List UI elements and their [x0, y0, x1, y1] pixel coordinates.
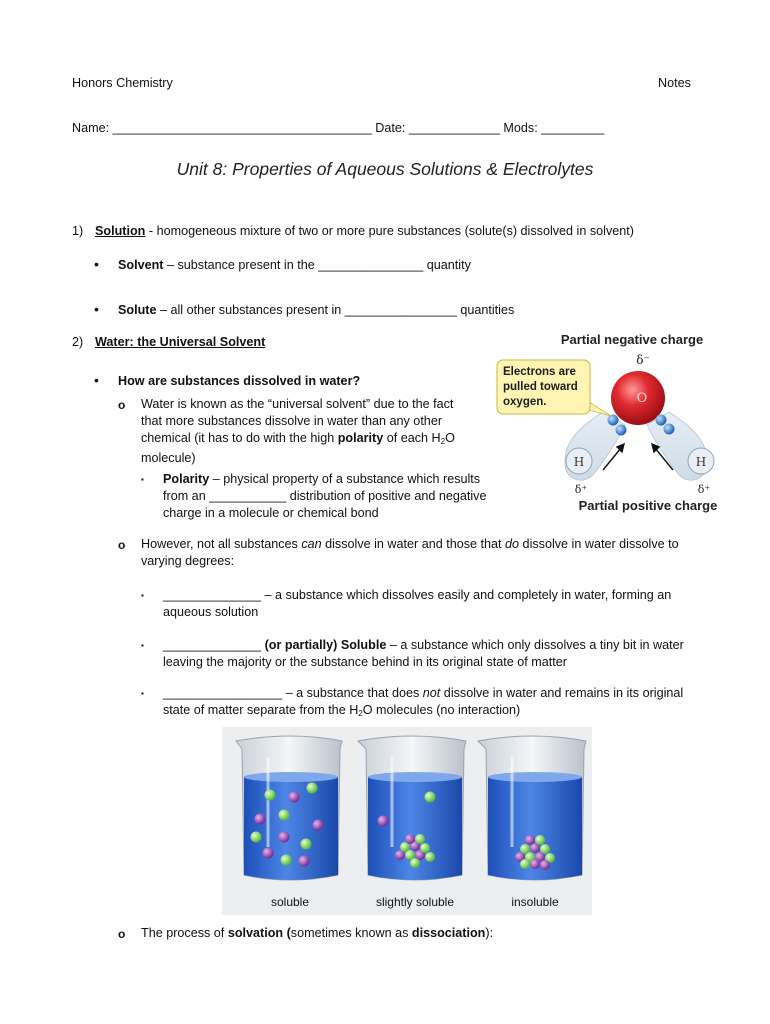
- slightly-soluble-definition: ______________ (or partially) Soluble – a substance which only dissolves a tiny bit in water leaving the majority or the substance behind in its original state of matter: [163, 638, 684, 669]
- date-blank[interactable]: _____________: [408, 121, 500, 135]
- question-heading: How are substances dissolved in water?: [118, 374, 361, 388]
- soluble-definition: ______________ – a substance which dissolves easily and completely in water, forming an aqueous solution: [163, 588, 672, 619]
- solute-line: [118, 303, 514, 317]
- bullet-circle: o: [118, 927, 126, 941]
- solute-def: – all other substances present in ________________ quantities: [156, 303, 515, 317]
- name-label: Name:: [72, 121, 110, 135]
- doc-type: Notes: [658, 76, 691, 90]
- solvent-line: [118, 258, 471, 272]
- polarity-term-inline: polarity: [337, 431, 384, 445]
- bullet-square: ▪: [141, 591, 144, 600]
- hydrogen-symbol: H: [573, 455, 585, 469]
- bullet-square: ▪: [141, 689, 144, 698]
- water-molecule-diagram: [493, 330, 733, 520]
- mods-blank[interactable]: _________: [541, 121, 605, 135]
- callout-line-3: oxygen.: [503, 396, 547, 408]
- oxygen-symbol: O: [636, 391, 648, 406]
- solubility-beakers-figure: [222, 727, 592, 915]
- bullet-square: ▪: [141, 475, 144, 484]
- water-polarity-figure: [493, 330, 733, 520]
- bullet-dot: •: [94, 301, 99, 317]
- delta-minus-label: δ⁻: [636, 353, 650, 367]
- solution-term: Solution: [95, 224, 146, 238]
- course-name: Honors Chemistry: [72, 76, 173, 90]
- beaker-label-insoluble: insoluble: [511, 895, 559, 909]
- electron-dot: [616, 425, 627, 436]
- section-2-heading: Water: the Universal Solvent: [95, 335, 266, 349]
- bullet-dot: •: [94, 372, 99, 388]
- universal-solvent-paragraph: Water is known as the “universal solvent” due to the fact that more substances dissolve in water than any other chemical (it has to do with the high polarity of each $H_2O$ molecule): [141, 397, 455, 465]
- mods-label: Mods:: [503, 121, 538, 135]
- beaker-label-soluble: soluble: [270, 895, 310, 909]
- insoluble-definition: _________________ – a substance that does not dissolve in water and remains in its original state of matter separate from the $H_2O$ molecules (no interaction): [163, 686, 684, 718]
- callout-line-1: Electrons are: [503, 366, 576, 378]
- section-2-number: 2): [72, 335, 84, 349]
- date-label: Date:: [375, 121, 406, 135]
- section-1-number: 1): [72, 224, 84, 238]
- solvation-line: The process of solvation (sometimes known as dissociation):: [141, 926, 494, 940]
- solution-def: - homogeneous mixture of two or more pure substances (solute(s) dissolved in solvent): [145, 224, 634, 238]
- bullet-dot: •: [94, 256, 99, 272]
- bullet-circle: o: [118, 538, 126, 552]
- beakers-diagram: [222, 727, 592, 915]
- electron-dot: [608, 415, 619, 426]
- delta-plus-label: δ⁺: [697, 483, 711, 496]
- delta-plus-label: δ⁺: [574, 483, 588, 496]
- polarity-term: Polarity: [163, 472, 210, 486]
- polarity-definition: Polarity – physical property of a substance which results from an ___________ distribution of positive and negative charge in a molecule or chemical bond: [163, 472, 487, 520]
- electron-dot: [656, 415, 667, 426]
- name-blank[interactable]: _____________________________________: [112, 121, 372, 135]
- hydrogen-symbol: H: [695, 455, 707, 469]
- solvent-def: – substance present in the _______________ quantity: [163, 258, 471, 272]
- bullet-circle: o: [118, 398, 126, 412]
- bullet-square: ▪: [141, 641, 144, 650]
- solute-term: Solute: [118, 303, 157, 317]
- solvent-term: Solvent: [118, 258, 164, 272]
- callout-line-2: pulled toward: [503, 381, 578, 393]
- electron-dot: [664, 424, 675, 435]
- name-line: [72, 121, 604, 135]
- beaker-label-slightly-soluble: slightly soluble: [375, 895, 455, 909]
- page-title: Unit 8: Properties of Aqueous Solutions & Electrolytes: [176, 159, 594, 179]
- partial-negative-label: Partial negative charge: [560, 332, 704, 347]
- partial-positive-label: Partial positive charge: [578, 498, 718, 513]
- varying-degrees-paragraph: However, not all substances can dissolve in water and those that do dissolve in water dissolve to varying degrees:: [141, 537, 679, 568]
- section-1-heading: [95, 224, 634, 238]
